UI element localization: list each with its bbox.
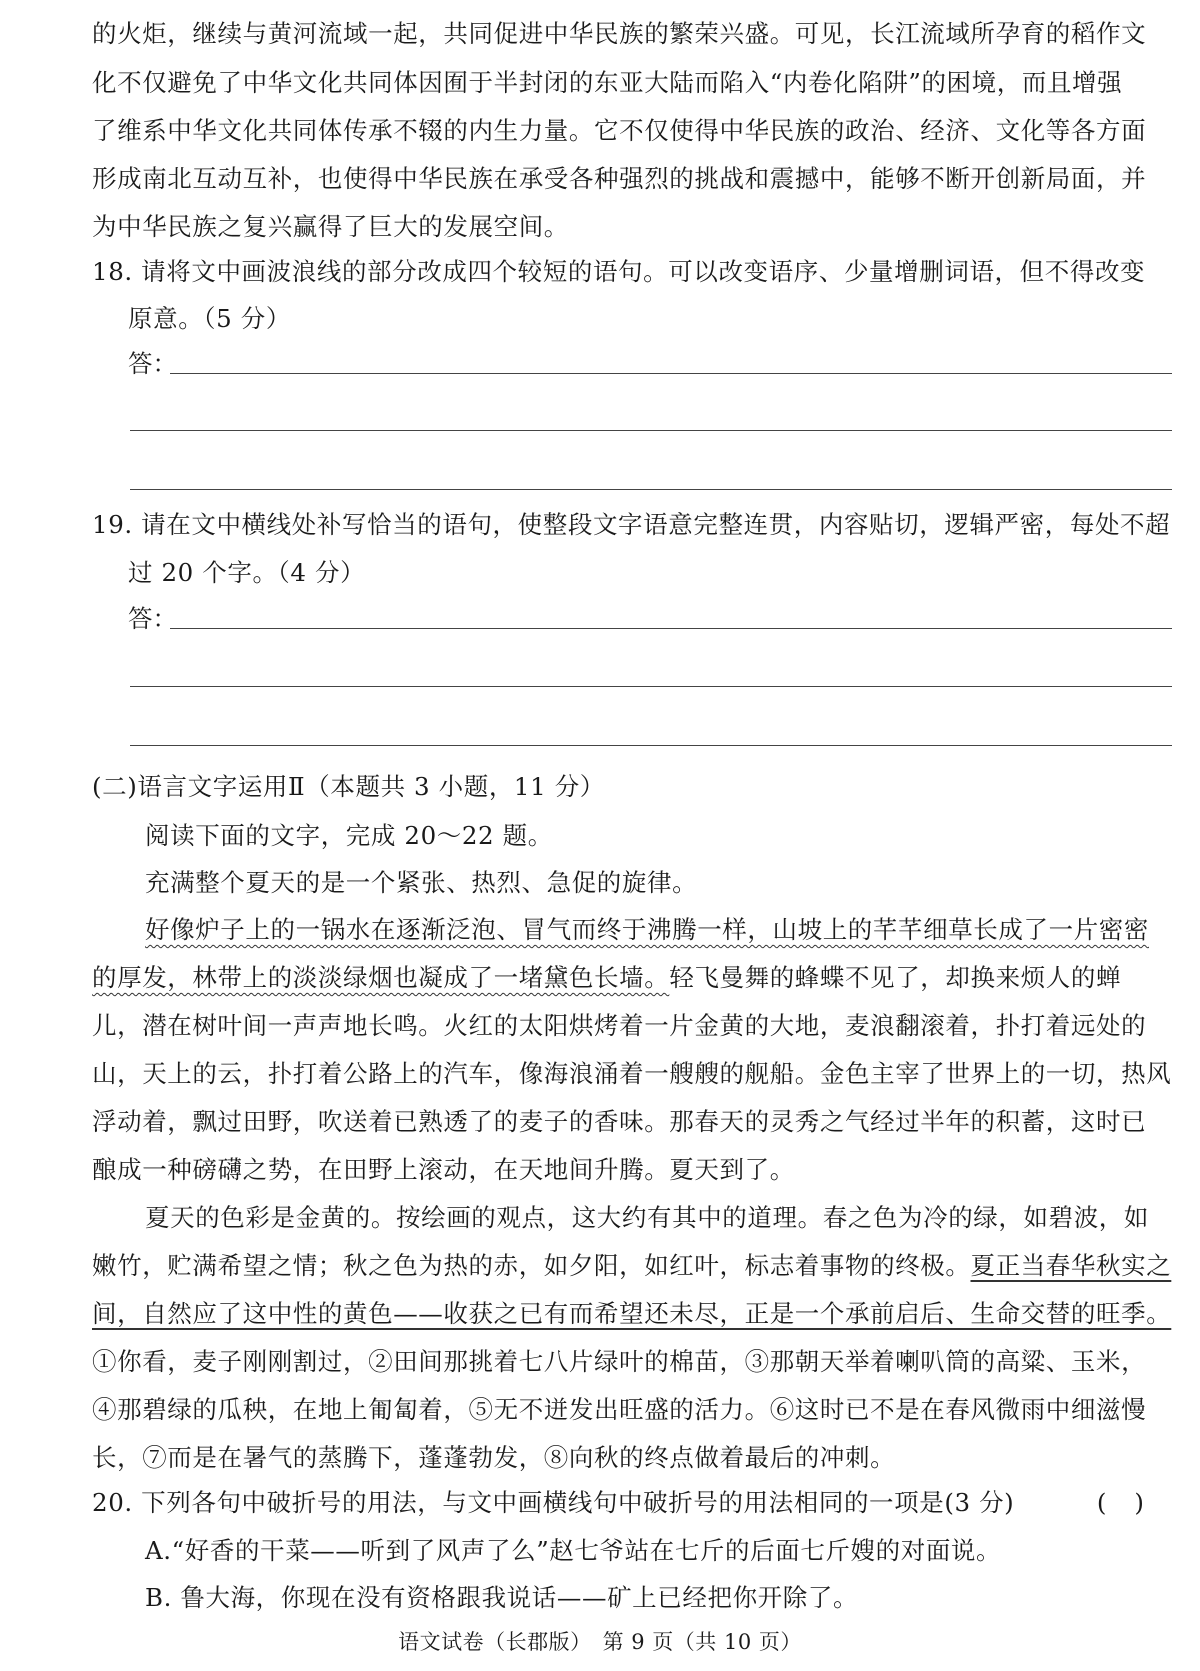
- passage-line: 浮动着，飘过田野，吹送着已熟透了的麦子的香味。那春天的灵秀之气经过半年的积蓄，这时已: [92, 1107, 1147, 1136]
- section-heading: (二)语言文字运用Ⅱ（本题共 3 小题，11 分）: [92, 772, 605, 801]
- paragraph-line: 的火炬，继续与黄河流域一起，共同促进中华民族的繁荣兴盛。可见，长江流域所孕育的稻作文: [92, 19, 1147, 48]
- answer-line-18-3[interactable]: [130, 489, 1172, 490]
- answer-line-19-3[interactable]: [130, 745, 1172, 746]
- answer-line-18-1[interactable]: [170, 373, 1172, 374]
- passage-line: [92, 1298, 1172, 1330]
- question-18-stem-cont: 原意。（5 分）: [128, 304, 291, 333]
- passage-line: 夏天的色彩是金黄的。按绘画的观点，这大约有其中的道理。春之色为冷的绿，如碧波，如: [145, 1203, 1149, 1232]
- answer-line-19-2[interactable]: [130, 686, 1172, 687]
- passage-paragraph-1: 充满整个夏天的是一个紧张、热烈、急促的旋律。: [145, 868, 698, 897]
- passage-line: 山，天上的云，扑打着公路上的汽车，像海浪涌着一艘艘的舰船。金色主宰了世界上的一切，热风: [92, 1059, 1172, 1088]
- answer-line-18-2[interactable]: [130, 430, 1172, 431]
- passage-line: [92, 962, 1172, 994]
- section-instruction: 阅读下面的文字，完成 20～22 题。: [145, 821, 553, 850]
- paragraph-line: 了维系中华文化共同体传承不辍的内生力量。它不仅使得中华民族的政治、经济、文化等各方面: [92, 116, 1147, 145]
- option-a: A.“好香的干菜——听到了风声了么”赵七爷站在七斤的后面七斤嫂的对面说。: [145, 1536, 1002, 1565]
- answer-label-19: 答：: [128, 604, 177, 633]
- answer-bracket-20[interactable]: (): [1096, 1488, 1172, 1517]
- paragraph-line: 化不仅避免了中华文化共同体因囿于半封闭的东亚大陆而陷入“内卷化陷阱”的困境，而且增强: [92, 68, 1123, 97]
- question-19-stem: 19. 请在文中横线处补写恰当的语句，使整段文字语意完整连贯，内容贴切，逻辑严密，每处不超: [92, 510, 1171, 539]
- option-b: B. 鲁大海，你现在没有资格跟我说话——矿上已经把你开除了。: [145, 1583, 859, 1612]
- question-18-stem: 18. 请将文中画波浪线的部分改成四个较短的语句。可以改变语序、少量增删词语，但不得改变: [92, 257, 1146, 286]
- page-footer: 语文试卷（长郡版） 第 9 页（共 10 页）: [398, 1630, 802, 1654]
- answer-line-19-1[interactable]: [170, 628, 1172, 629]
- passage-line: 儿，潜在树叶间一声声地长鸣。火红的太阳烘烤着一片金黄的大地，麦浪翻滚着，扑打着远处的: [92, 1011, 1147, 1040]
- passage-text: 嫩竹，贮满希望之情；秋之色为热的赤，如夕阳，如红叶，标志着事物的终极。: [92, 1251, 971, 1280]
- passage-line: [145, 914, 1172, 946]
- passage-line: ①你看，麦子刚刚割过，②田间那挑着七八片绿叶的棉苗，③那朝天举着喇叭筒的高粱、玉米，: [92, 1347, 1147, 1376]
- passage-line: ④那碧绿的瓜秧，在地上匍匐着，⑤无不迸发出旺盛的活力。⑥这时已不是在春风微雨中细滋慢: [92, 1395, 1147, 1424]
- paragraph-line: 为中华民族之复兴赢得了巨大的发展空间。: [92, 212, 569, 241]
- wavy-underlined-text: 的厚发，林带上的淡淡绿烟也凝成了一堵黛色长墙。: [92, 963, 670, 992]
- passage-text: 轻飞曼舞的蜂蝶不见了，却换来烦人的蝉: [669, 963, 1122, 992]
- wavy-underlined-text: 好像炉子上的一锅水在逐渐泛泡、冒气而终于沸腾一样，山坡上的芊芊细草长成了一片密密: [145, 915, 1149, 944]
- underlined-text: 夏正当春华秋实之: [970, 1251, 1172, 1280]
- passage-line: 长，⑦而是在暑气的蒸腾下，蓬蓬勃发，⑧向秋的终点做着最后的冲刺。: [92, 1443, 896, 1472]
- question-19-stem-cont: 过 20 个字。（4 分）: [128, 558, 366, 587]
- passage-line: [92, 1250, 1172, 1282]
- answer-label-18: 答：: [128, 349, 177, 378]
- passage-line: 酿成一种磅礴之势，在田野上滚动，在天地间升腾。夏天到了。: [92, 1155, 795, 1184]
- question-20-stem: 20. 下列各句中破折号的用法，与文中画横线句中破折号的用法相同的一项是(3 分): [92, 1488, 1015, 1517]
- paragraph-line: 形成南北互动互补，也使得中华民族在承受各种强烈的挑战和震撼中，能够不断开创新局面，并: [92, 164, 1147, 193]
- underlined-text: 间，自然应了这中性的黄色——收获之已有而希望还未尽，正是一个承前启后、生命交替的旺季。: [92, 1299, 1172, 1328]
